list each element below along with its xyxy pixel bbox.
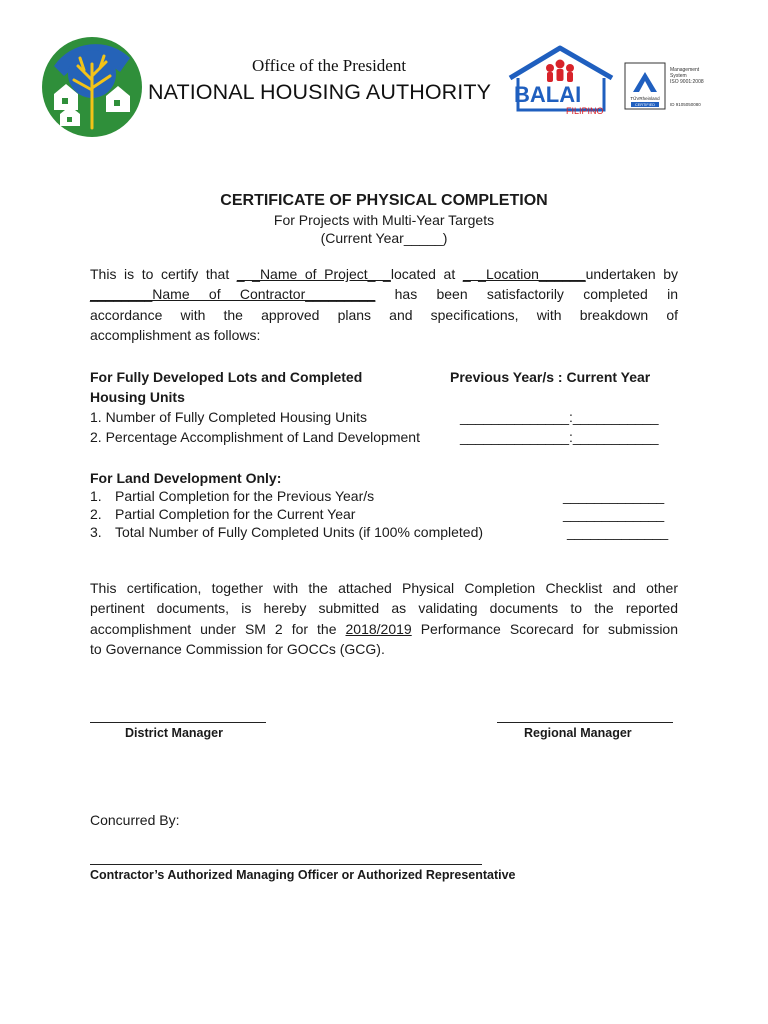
document-subtitle: For Projects with Multi-Year Targets [273, 212, 495, 228]
section2-item-1-number: 1. [90, 488, 102, 504]
scorecard-year: 2018/2019 [345, 620, 412, 637]
section2-item-2-number: 2. [90, 506, 102, 522]
iso-line-2: System [670, 73, 687, 79]
section2-item-1-label: Partial Completion for the Previous Year/s [115, 488, 375, 504]
section1-heading-line-1: For Fully Developed Lots and Completed [90, 369, 363, 385]
intro-line-3: accordance with the approved plans and specifications, with breakdown of [90, 306, 678, 323]
contractor-name-blank: ________Name of Contractor_________ [90, 286, 376, 303]
section2-item-3-number: 3. [90, 524, 102, 540]
agency-name: NATIONAL HOUSING AUTHORITY [148, 80, 492, 104]
current-year-line: (Current Year_____) [320, 230, 448, 246]
iso-line-1: Management [670, 67, 700, 73]
intro-line-1 [90, 264, 678, 284]
document-title: CERTIFICATE OF PHYSICAL COMPLETION [220, 192, 548, 209]
certification-line-2: pertinent documents, is hereby submitted as validating documents to the reported [90, 600, 678, 617]
regional-manager-label: Regional Manager [524, 726, 632, 740]
certification-line-4: to Governance Commission for GOCCs (GCG). [90, 640, 385, 657]
section1-item-2-label: 2. Percentage Accomplishment of Land Development [90, 429, 420, 445]
section2-item-3-label: Total Number of Fully Completed Units (if 100% completed) [115, 524, 484, 540]
section1-item-1-blank: ______________:___________ [460, 409, 659, 425]
iso-brand-text: TÜVRheinland [630, 96, 660, 101]
location-blank: _ _Location______ [462, 266, 586, 282]
certification-paragraph [90, 578, 678, 659]
section1-item-1-label: 1. Number of Fully Completed Housing Units [90, 409, 368, 425]
contractor-officer-label: Contractor’s Authorized Managing Officer or Authorized Representative [90, 868, 516, 882]
balai-filipino-logo [504, 44, 616, 116]
intro-text: has been satisfactorily completed in [394, 286, 678, 303]
office-of-the-president: Office of the President [252, 56, 407, 75]
project-name-blank: _ _Name of Project_ _ [236, 266, 391, 282]
iso-certified-text: CERTIFIED [635, 103, 655, 107]
section1-item-2-blank: ______________:___________ [460, 429, 659, 445]
intro-line-2 [90, 284, 678, 304]
certification-line-3 [90, 619, 678, 639]
nha-logo [40, 36, 144, 138]
iso-certification-badge [624, 62, 720, 110]
section1-column-header: Previous Year/s : Current Year [450, 369, 651, 385]
section2-heading: For Land Development Only: [90, 470, 282, 486]
district-manager-label: District Manager [125, 726, 223, 740]
balai-logo-text: BALAI [514, 82, 582, 107]
certification-text: Performance Scorecard for submission [420, 620, 678, 637]
section2-item-2-label: Partial Completion for the Current Year [115, 506, 356, 522]
certification-line-1: This certification, together with the attached Physical Completion Checklist and other [90, 580, 678, 596]
section1-heading-line-2: Housing Units [90, 389, 185, 405]
iso-cert-id: ID 9105050080 [670, 102, 701, 107]
concurred-by-label: Concurred By: [90, 812, 180, 828]
iso-line-3: ISO 9001:2008 [670, 79, 704, 85]
intro-line-4: accomplishment as follows: [90, 326, 261, 343]
intro-text: This is to certify that [90, 266, 230, 282]
intro-paragraph [90, 264, 678, 345]
intro-text: located at [390, 266, 456, 282]
balai-logo-subtext: FILIPINO [566, 106, 604, 116]
section2-item-1-blank: _____________ [563, 488, 665, 504]
certification-text: accomplishment under SM 2 for the [90, 620, 337, 637]
intro-text: undertaken by [585, 266, 679, 282]
section2-item-2-blank: _____________ [563, 506, 665, 522]
section2-item-3-blank: _____________ [567, 524, 669, 540]
